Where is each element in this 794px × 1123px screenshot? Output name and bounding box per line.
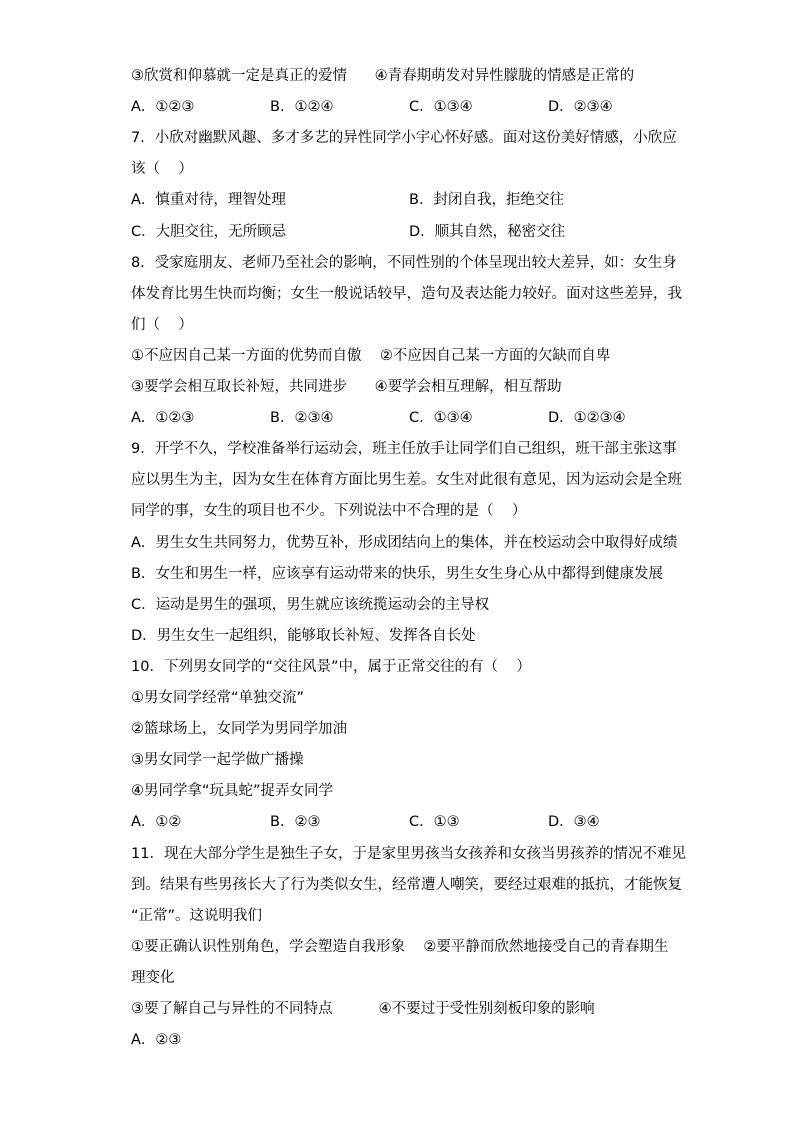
answer-option: D．①②③④ bbox=[548, 410, 626, 426]
answer-option: C．①③ bbox=[409, 814, 460, 830]
text-line: ①要正确认识性别角色，学会塑造自我形象 ②要平静而欣然地接受自己的青春期生 bbox=[131, 939, 669, 955]
text-line: A．②③ bbox=[131, 1032, 182, 1048]
text-line: C．运动是男生的强项，男生就应该统揽运动会的主导权 bbox=[131, 597, 490, 613]
text-line: 9．开学不久，学校准备举行运动会，班主任放手让同学们自己组织，班干部主张这事 bbox=[131, 441, 677, 457]
answer-option: C．①③④ bbox=[409, 410, 473, 426]
text-line: ②篮球场上，女同学为男同学加油 bbox=[131, 721, 347, 737]
text-line: 10．下列男女同学的“交往风景”中，属于正常交往的有（ ） bbox=[131, 659, 531, 675]
answer-option: C．大胆交往，无所顾忌 bbox=[131, 224, 287, 240]
answer-option: A．①②③ bbox=[131, 410, 195, 426]
answer-option: D．③④ bbox=[548, 814, 600, 830]
text-line: B．女生和男生一样，应该享有运动带来的快乐，男生女生身心从中都得到健康发展 bbox=[131, 566, 663, 582]
text-line: ③欣赏和仰慕就一定是真正的爱情 ④青春期萌发对异性朦胧的情感是正常的 bbox=[131, 68, 635, 84]
text-line: 体发育比男生快而均衡；女生一般说话较早，造句及表达能力较好。面对这些差异，我 bbox=[131, 286, 682, 302]
text-line: ④男同学拿“玩具蛇”捉弄女同学 bbox=[131, 783, 334, 799]
answer-option: B．②③ bbox=[270, 814, 321, 830]
text-line: ①不应因自己某一方面的优势而自傲 ②不应因自己某一方面的欠缺而自卑 bbox=[131, 348, 611, 364]
text-line: D．男生女生一起组织，能够取长补短、发挥各自长处 bbox=[131, 628, 476, 644]
text-line: ①男女同学经常“单独交流” bbox=[131, 690, 305, 706]
answer-option: A．慎重对待，理智处理 bbox=[131, 192, 286, 208]
answer-option: D．顺其自然，秘密交往 bbox=[409, 224, 566, 240]
answer-option: A．①② bbox=[131, 814, 182, 830]
text-line: “正常”。这说明我们 bbox=[131, 908, 263, 924]
text-line: 7．小欣对幽默风趣、多才多艺的异性同学小宇心怀好感。面对这份美好情感，小欣应 bbox=[131, 130, 677, 146]
answer-option: B．②③④ bbox=[270, 410, 334, 426]
answer-option: D．②③④ bbox=[548, 99, 613, 115]
text-line: A．男生女生共同努力，优势互补，形成团结向上的集体，并在校运动会中取得好成绩 bbox=[131, 535, 678, 551]
text-line: 们（ ） bbox=[131, 317, 193, 333]
text-line: 同学的事，女生的项目也不少。下列说法中不合理的是（ ） bbox=[131, 503, 527, 519]
answer-option: C．①③④ bbox=[409, 99, 473, 115]
text-line: 到。结果有些男孩长大了行为类似女生，经常遭人嘲笑，要经过艰难的抵抗，才能恢复 bbox=[131, 877, 682, 893]
answer-option: B．封闭自我，拒绝交往 bbox=[409, 192, 564, 208]
answer-option: A．①②③ bbox=[131, 99, 195, 115]
text-line: 8．受家庭朋友、老师乃至社会的影响，不同性别的个体呈现出较大差异，如：女生身 bbox=[131, 255, 677, 271]
text-line: ③要学会相互取长补短，共同进步 ④要学会相互理解，相互帮助 bbox=[131, 379, 562, 395]
text-line: ③男女同学一起学做广播操 bbox=[131, 752, 304, 768]
text-line: ③要了解自己与异性的不同特点 ④不要过于受性别刻板印象的影响 bbox=[131, 1001, 595, 1017]
text-line: 理变化 bbox=[131, 970, 175, 986]
text-line: 应以男生为主，因为女生在体育方面比男生差。女生对此很有意见，因为运动会是全班 bbox=[131, 472, 682, 488]
answer-option: B．①②④ bbox=[270, 99, 334, 115]
text-line: 该（ ） bbox=[131, 161, 193, 177]
text-line: 11．现在大部分学生是独生子女，于是家里男孩当女孩养和女孩当男孩养的情况不难见 bbox=[131, 846, 686, 862]
